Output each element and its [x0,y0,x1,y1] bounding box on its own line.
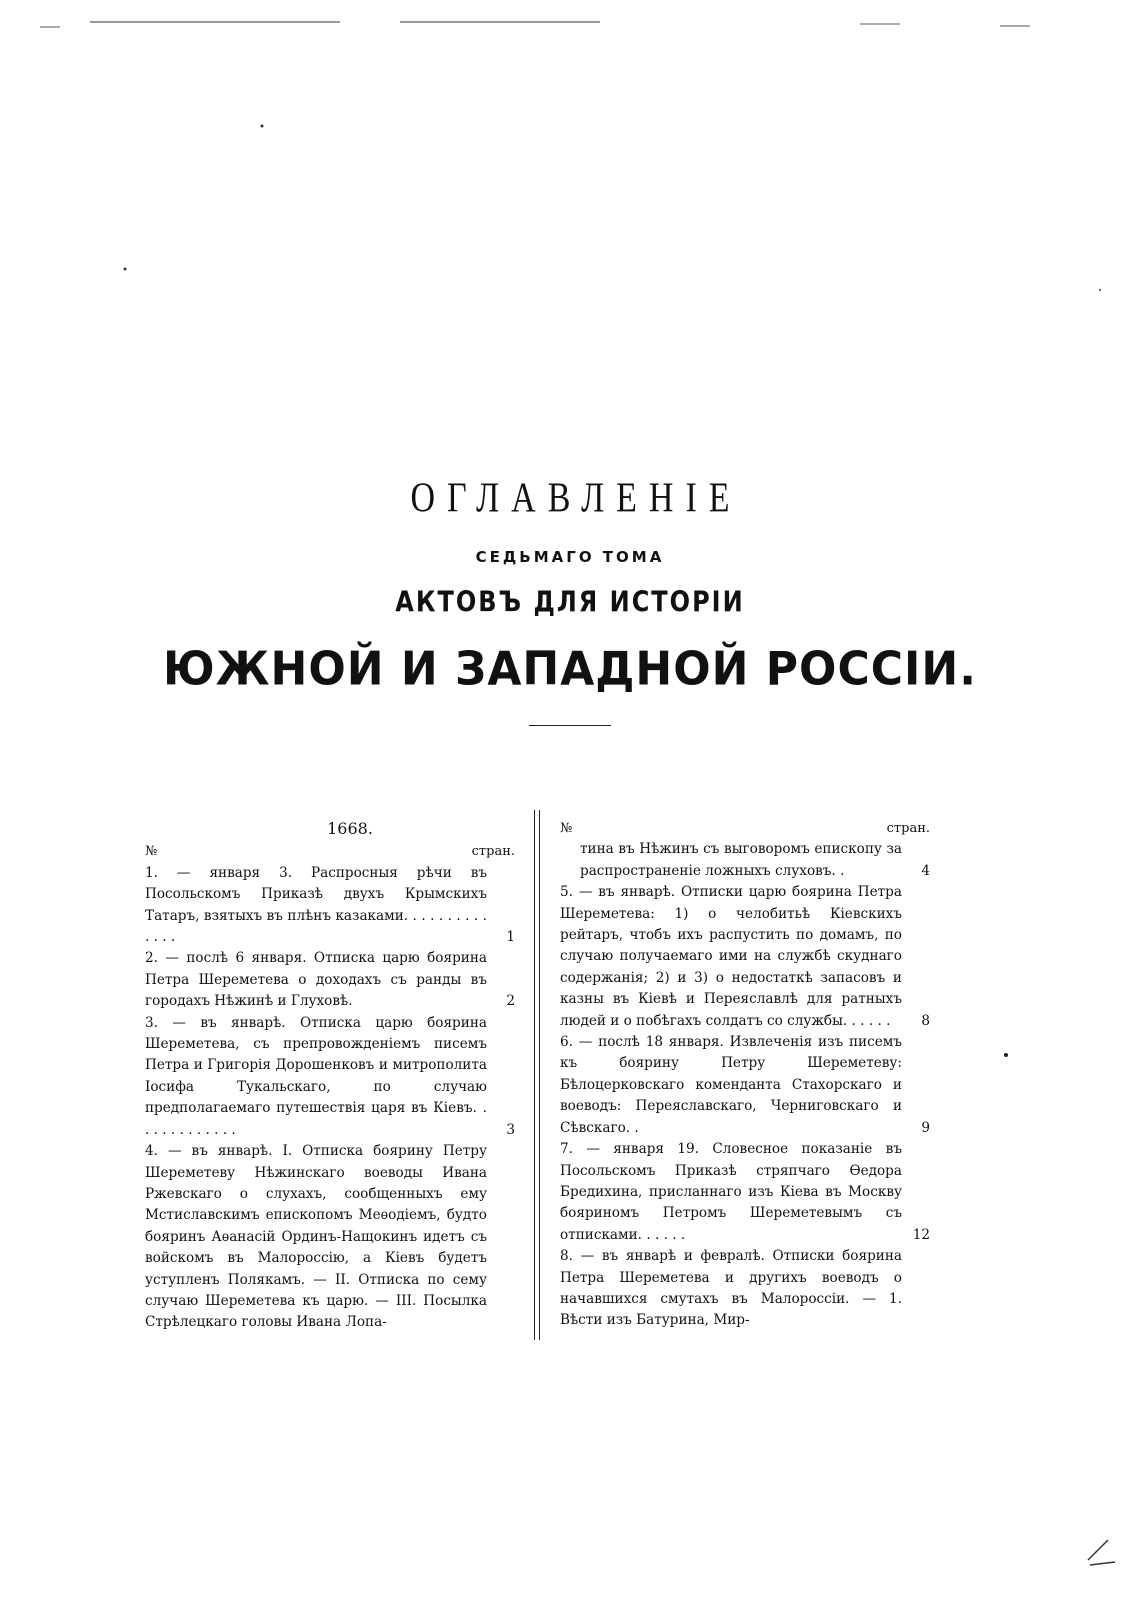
toc-entry [145,948,515,1012]
toc-entry [560,882,930,1032]
entry-page: 12 [912,1226,930,1243]
toc-entry-continued [560,839,930,882]
entry-page: 3 [506,1121,515,1138]
toc-entry [560,1032,930,1139]
entry-text: 8. — въ январѣ и февралѣ. Отписки боярина Петра Шереметева и другихъ воеводъ о начавшихся смутахъ въ Малороссіи. — 1. Вѣсти изъ Батурина, Мир- [560,1248,902,1329]
title-region: ЮЖНОЙ И ЗАПАДНОЙ РОССІИ. [163,642,977,697]
entry-text: 2. — послѣ 6 января. Отписка царю боярина Петра Шереметева о доходахъ съ ранды въ городахъ Нѣжинѣ и Глуховѣ. [145,950,487,1010]
toc-left-column [145,818,515,1334]
column-header [560,818,930,839]
title-contents: ОГЛАВЛЕНІЕ [410,475,742,522]
page-header: стран. [886,821,930,836]
number-header: № [145,844,158,860]
entry-page: 1 [506,929,515,946]
title-divider [529,725,611,726]
toc-entry [145,1013,515,1141]
title-volume: СЕДЬМАГО ТОМА [475,548,665,566]
entry-text: 7. — января 19. Словесное показаніе въ Посольскомъ Приказѣ стряпчаго Ѳедора Бредихина, присланнаго изъ Кіева въ Москву бояриномъ Петромъ Шереметевымъ съ отписками. . . . . . [560,1141,902,1243]
entry-text: 1. — января 3. Распросныя рѣчи въ Посольскомъ Приказѣ двухъ Крымскихъ Татаръ, взятыхъ въ плѣнъ казаками. . . . . . . . . . . . . . [145,864,487,946]
column-header [145,841,515,862]
toc-entry [560,1139,930,1246]
title-acts: АКТОВЪ ДЛЯ ИСТОРІИ [395,585,745,619]
toc-entry [145,1141,515,1334]
toc-entry [560,1246,930,1332]
entry-text: 6. — послѣ 18 января. Извлеченія изъ писемъ къ боярину Петру Шереметеву: Бѣлоцерковскаго коменданта Стахорскаго и воеводъ: Переяславскаго, Черниговскаго и Сѣвскаго. . [560,1034,902,1136]
entry-text: 4. — въ январѣ. I. Отписка боярину Петру Шереметеву Нѣжинскаго воеводы Ивана Ржевскаго о слухахъ, сообщенныхъ ему Мстиславскимъ епископомъ Меѳодіемъ, будто бояринъ Аѳанасій Ординъ-Нащокинъ идетъ съ войскомъ въ Малороссію, а Кіевъ будетъ уступленъ Полякамъ. — II. Отписка по сему случаю Шереметева къ царю. — III. Посылка Стрѣлецкаго головы Ивана Лопа- [145,1143,487,1331]
title-block [0,475,1140,726]
number-header: № [560,821,573,836]
entry-page: 4 [921,862,930,879]
entry-text: 3. — въ январѣ. Отписка царю боярина Шереметева, съ препровожденіемъ писемъ Петра и Григорія Дорошенковъ и митрополита Іосифа Тукальскаго, по случаю предполагаемаго путешествія царя въ Кіевъ. . . . . . . . . . . . . [145,1014,487,1138]
entry-page: 2 [506,993,515,1010]
entry-page: 9 [921,1119,930,1136]
column-divider [534,810,540,1340]
toc-right-column [560,818,930,1332]
page-header: стран. [471,844,515,860]
toc-entry [145,863,515,949]
entry-page: 8 [921,1012,930,1029]
entry-text: тина въ Нѣжинъ съ выговоромъ епископу за распространеніе ложныхъ слуховъ. . [580,841,902,879]
entry-text: 5. — въ январѣ. Отписки царю боярина Петра Шереметева: 1) о челобитьѣ Кіевскихъ рейтаръ, чтобъ ихъ распустить по домамъ, по случаю получаемаго ими на службѣ скуднаго содержанія; 2) и 3) о недостаткѣ запасовъ и казны въ Кіевѣ и Переяславлѣ для ратныхъ людей и о побѣгахъ солдатъ со службы. . . . . . [560,884,902,1029]
year-heading: 1668. [327,819,373,838]
